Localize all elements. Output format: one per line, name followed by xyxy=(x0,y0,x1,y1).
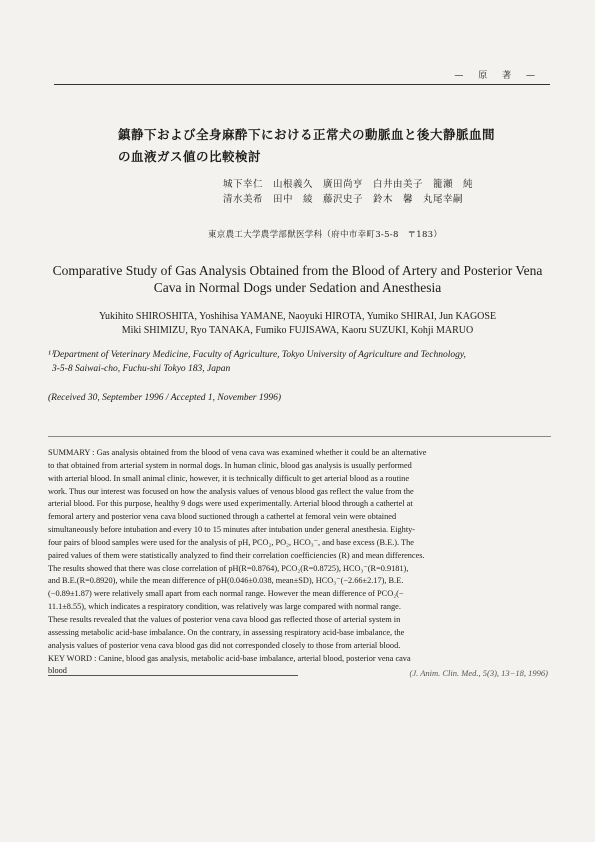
summary-line: paired values of them were statistically analyzed to find their correlation coefficiencies (R) and mean differences. xyxy=(48,550,425,560)
section-label: — 原 著 — xyxy=(454,71,541,81)
summary-line: 11.1±8.55), which indicates a respiratory condition, was relatively was large compared with normal range. xyxy=(48,602,401,612)
summary-line: with arterial blood. In small animal clinic, however, it is technically difficult to get arterial blood as a routine xyxy=(48,473,410,483)
keyword-line: blood xyxy=(48,666,67,676)
japanese-title xyxy=(118,124,518,168)
summary-line: simultaneously before intubation and every 10 to 15 minutes after intubation under general anesthesia. Eighty- xyxy=(48,525,416,535)
keyword-line: KEY WORD : Canine, blood gas analysis, metabolic acid-base imbalance, arterial blood, posterior vena cava xyxy=(48,653,411,663)
english-affiliation xyxy=(48,348,553,376)
summary-line: These results revealed that the values of posterior vena cava blood gas reflected those of arterial system in xyxy=(48,614,401,624)
summary-line: assessing metabolic acid-base imbalance. On the contrary, in assessing respiratory acid-base imbalance, the xyxy=(48,627,405,637)
summary-block xyxy=(48,447,551,678)
japanese-authors-line: 城下幸仁 山根義久 廣田尚亨 白井由美子 籠瀬 純 xyxy=(223,179,474,190)
japanese-affiliation: 東京農工大学農学部獣医学科（府中市幸町3-5-8 〒183） xyxy=(208,230,443,240)
summary-line: SUMMARY : Gas analysis obtained from the blood of vena cava was examined whether it could be an alternative xyxy=(48,448,427,457)
summary-line: and B.E.(R=0.8920), while the mean difference of pH(0.046±0.038, mean±SD), HCO₃⁻(−2.66±2.17), B.E. xyxy=(48,576,404,586)
english-authors-line: Miki SHIMIZU, Ryo TANAKA, Fumiko FUJISAWA, Kaoru SUZUKI, Kohji MARUO xyxy=(121,325,474,336)
summary-line: The results showed that there was close correlation of pH(R=0.8764), PCO₂(R=0.8725), HCO₃⁻(R=0.9181), xyxy=(48,563,409,573)
header-rule xyxy=(54,84,550,85)
summary-line: arterial blood. For this purpose, healthy 9 dogs were used experimentally. Arterial blood through a cathertel at xyxy=(48,499,413,509)
english-authors-line: Yukihito SHIROSHITA, Yoshihisa YAMANE, Naoyuki HIROTA, Yumiko SHIRAI, Jun KAGOSE xyxy=(98,311,497,322)
japanese-title-line: 鎮静下および全身麻酔下における正常犬の動脈血と後大静脈血間 xyxy=(118,127,496,142)
journal-citation: (J. Anim. Clin. Med., 5(3), 13−18, 1996) xyxy=(409,668,548,678)
summary-line: (−0.89±1.87) were relatively small apart from each normal range. However the mean difference of PCO₂(− xyxy=(48,589,404,599)
english-title xyxy=(30,262,565,296)
summary-line: to that obtained from arterial system in normal dogs. In human clinic, blood gas analysis is usually performed xyxy=(48,460,412,470)
japanese-authors-line: 清水美希 田中 綾 藤沢史子 鈴木 馨 丸尾幸嗣 xyxy=(223,194,464,205)
summary-line: four pairs of blood samples were used for the analysis of pH, PCO₂, PO₂, HCO₃⁻, and base excess (B.E.). The xyxy=(48,537,414,547)
summary-line: femoral artery and posterior vena cava blood suctioned through a cathertel at femoral vein were obtained xyxy=(48,512,397,522)
english-title-line: Comparative Study of Gas Analysis Obtained from the Blood of Artery and Posterior Vena xyxy=(52,263,543,278)
english-affiliation-line: ¹⁾Department of Veterinary Medicine, Faculty of Agriculture, Tokyo University of Agriculture and Technology, xyxy=(48,350,466,360)
summary-top-rule xyxy=(48,436,551,437)
received-date: (Received 30, September 1996 / Accepted 1, November 1996) xyxy=(48,393,282,403)
english-authors xyxy=(30,310,565,338)
summary-line: work. Thus our interest was focused on how the analysis values of venous blood gas reflect the value from the xyxy=(48,486,414,496)
japanese-title-line: の血液ガス値の比較検討 xyxy=(118,149,262,164)
summary-line: analysis values of posterior vena cava blood gas did not corresponded closely to those from arterial blood. xyxy=(48,640,401,650)
japanese-authors xyxy=(223,177,523,207)
english-title-line: Cava in Normal Dogs under Sedation and Anesthesia xyxy=(153,280,442,295)
citation-rule xyxy=(48,675,298,676)
english-affiliation-line: 3-5-8 Saiwai-cho, Fuchu-shi Tokyo 183, Japan xyxy=(52,364,231,374)
